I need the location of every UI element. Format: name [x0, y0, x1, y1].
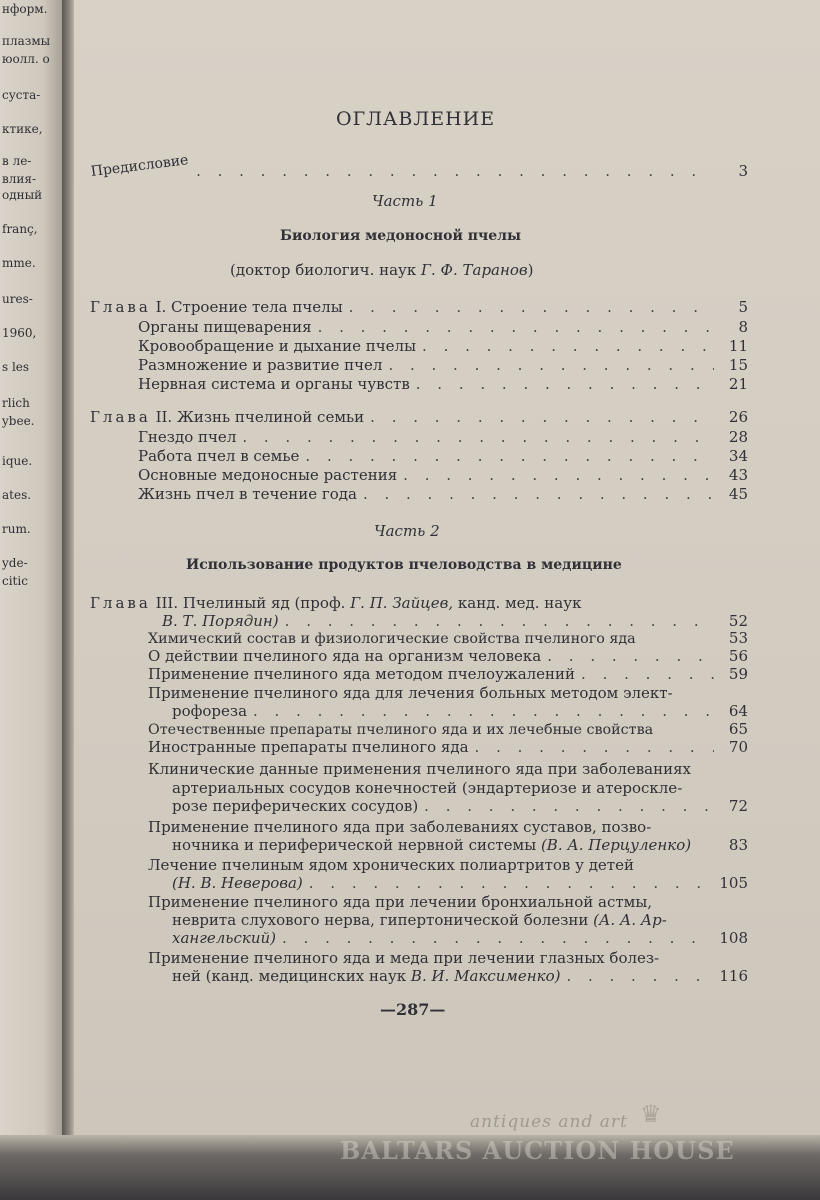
- left-text-fragment: rlich: [2, 396, 30, 410]
- author-suffix: ): [527, 261, 534, 279]
- page-number: 43: [728, 466, 748, 484]
- leader-dots: [566, 967, 713, 985]
- page-number: 26: [728, 408, 748, 426]
- toc-label: неврита слухового нерва, гипертонической болезни: [172, 911, 589, 929]
- toc-row-text: артериальных сосудов конечностей (эндартериозе и атероскле-: [172, 779, 683, 797]
- part-1-author: [230, 261, 534, 279]
- left-text-fragment: суста-: [2, 88, 41, 102]
- author-name: В. И. Максименко): [410, 967, 561, 985]
- toc-label: Применение пчелиного яда методом пчелоужалений: [148, 665, 576, 683]
- part-1-label: Часть 1: [372, 192, 438, 210]
- toc-row: [148, 738, 748, 756]
- leader-dots: [196, 162, 714, 180]
- page-number: 65: [728, 720, 748, 738]
- page-number: 83: [728, 836, 748, 854]
- left-text-fragment: в ле-: [2, 154, 32, 168]
- toc-label: Кровообращение и дыхание пчелы: [138, 337, 417, 355]
- leader-dots: [363, 485, 714, 503]
- author-name: (А. А. Ар-: [593, 911, 667, 929]
- toc-row: [172, 967, 748, 985]
- toc-label: Жизнь пчел в течение года: [138, 485, 357, 503]
- toc-label: рофореза: [172, 702, 248, 720]
- left-text-fragment: юолл. о: [2, 52, 50, 66]
- author-name: Г. Ф. Таранов: [421, 261, 528, 279]
- leader-dots: [547, 647, 714, 665]
- part-1-title: Биология медоносной пчелы: [280, 228, 522, 244]
- chapter-prefix: Глава: [90, 408, 151, 426]
- toc-row-text: Применение пчелиного яда при заболеваниях суставов, позво-: [148, 818, 652, 836]
- author-name: хангельский): [172, 929, 276, 947]
- toc-row-chapter-3: [162, 612, 748, 630]
- leader-dots: [403, 466, 714, 484]
- toc-row: [138, 447, 748, 465]
- author-name: (Н. В. Неверова): [172, 874, 303, 892]
- toc-row: [148, 647, 748, 665]
- left-page-edge: [0, 0, 62, 1200]
- author-name: В. Т. Порядин): [162, 612, 279, 630]
- toc-label: О действии пчелиного яда на организм человека: [148, 647, 542, 665]
- page-number: 72: [728, 797, 748, 815]
- page-number: 53: [728, 629, 748, 647]
- toc-label: Гнездо пчел: [138, 428, 237, 446]
- leader-dots: [388, 356, 714, 374]
- toc-label: Иностранные препараты пчелиного яда: [148, 738, 469, 756]
- leader-dots: [581, 665, 714, 683]
- toc-label: Основные медоносные растения: [138, 466, 398, 484]
- page-number: 11: [728, 337, 748, 355]
- toc-row: [138, 375, 748, 393]
- leader-dots: [422, 337, 714, 355]
- leader-dots: [309, 874, 714, 892]
- left-text-fragment: citic: [2, 574, 28, 588]
- toc-label: ночника и периферической нервной системы: [172, 836, 537, 854]
- leader-dots: [424, 797, 714, 815]
- toc-row-text: Клинические данные применения пчелиного яда при заболеваниях: [148, 760, 692, 778]
- leader-dots: [416, 375, 714, 393]
- toc-row-text: Применение пчелиного яда и меда при лечении глазных болез-: [148, 949, 660, 967]
- book-spine: [62, 0, 74, 1200]
- toc-label: Отечественные препараты пчелиного яда и их лечебные свойства: [148, 722, 654, 738]
- left-text-fragment: franç,: [2, 222, 38, 236]
- toc-page: [74, 0, 820, 1135]
- toc-row-text: [172, 911, 667, 929]
- toc-row: [172, 929, 748, 947]
- page-number: 52: [728, 612, 748, 630]
- left-text-fragment: 1960,: [2, 326, 37, 340]
- chapter-3-heading: [90, 594, 581, 612]
- left-text-fragment: нформ.: [2, 2, 48, 16]
- leader-dots: [370, 408, 714, 426]
- author-name: (В. А. Перцуленко): [540, 836, 692, 854]
- leader-dots: [318, 318, 714, 336]
- toc-row: [138, 337, 748, 355]
- page-number: 70: [728, 738, 748, 756]
- page-number: 21: [728, 375, 748, 393]
- page-number: 64: [728, 702, 748, 720]
- leader-dots: [349, 298, 714, 316]
- left-text-fragment: mme.: [2, 256, 36, 270]
- toc-row-text: Применение пчелиного яда для лечения больных методом элект-: [148, 684, 673, 702]
- toc-label: Органы пищеварения: [138, 318, 312, 336]
- toc-label: ней (канд. медицинских наук: [172, 967, 407, 985]
- page-footer-number: —287—: [380, 1000, 446, 1019]
- toc-row: [138, 466, 748, 484]
- toc-row: [172, 836, 748, 854]
- toc-row: [138, 356, 748, 374]
- toc-row: [138, 318, 748, 336]
- page-number: 8: [738, 318, 748, 336]
- toc-row-preface: [89, 152, 748, 181]
- chapter-3-title-cont: канд. мед. наук: [457, 594, 582, 612]
- toc-row: [172, 702, 748, 720]
- toc-label: Предисловие: [89, 152, 190, 181]
- page-number: 56: [728, 647, 748, 665]
- chapter-prefix: Глава: [90, 298, 151, 316]
- toc-row: [172, 874, 748, 892]
- toc-row: [138, 485, 748, 503]
- chapter-3-title: III. Пчелиный яд (проф.: [155, 594, 346, 612]
- toc-row-text: Применение пчелиного яда при лечении бронхиальной астмы,: [148, 893, 653, 911]
- left-text-fragment: ures-: [2, 292, 33, 306]
- toc-label: I. Строение тела пчелы: [155, 298, 343, 316]
- leader-dots: [285, 612, 714, 630]
- leader-dots: [305, 447, 714, 465]
- page-number: 45: [728, 485, 748, 503]
- toc-row-text: Лечение пчелиным ядом хронических полиартритов у детей: [148, 856, 634, 874]
- page-number: 5: [738, 298, 748, 316]
- left-text-fragment: ктике,: [2, 122, 43, 136]
- toc-row: [148, 665, 748, 683]
- toc-row: [172, 797, 748, 815]
- page-number: 15: [728, 356, 748, 374]
- leader-dots: [242, 428, 714, 446]
- toc-label: розе периферических сосудов): [172, 797, 419, 815]
- page-number: 105: [719, 874, 748, 892]
- left-text-fragment: yde-: [2, 556, 28, 570]
- watermark-brand: BALTARS AUCTION HOUSE: [340, 1136, 735, 1165]
- author-name: Г. П. Зайцев,: [350, 594, 454, 612]
- toc-label: II. Жизнь пчелиной семьи: [155, 408, 365, 426]
- page-title: ОГЛАВЛЕНИЕ: [336, 108, 496, 130]
- toc-label: Нервная система и органы чувств: [138, 375, 410, 393]
- page-number: 59: [728, 665, 748, 683]
- page-number: 3: [738, 162, 748, 180]
- left-text-fragment: одный: [2, 188, 43, 202]
- left-text-fragment: плазмы: [2, 34, 51, 48]
- left-text-fragment: s les: [2, 360, 30, 374]
- left-text-fragment: влия-: [2, 172, 37, 186]
- part-2-label: Часть 2: [374, 522, 440, 540]
- crown-icon: ♛: [640, 1100, 662, 1128]
- left-text-fragment: rum.: [2, 522, 31, 536]
- leader-dots: [282, 929, 713, 947]
- left-text-fragment: ique.: [2, 454, 33, 468]
- page-number: 116: [719, 967, 748, 985]
- chapter-prefix: Глава: [90, 594, 151, 612]
- toc-row: [148, 629, 748, 648]
- watermark-text: antiques and art: [470, 1112, 628, 1132]
- leader-dots: [253, 702, 714, 720]
- page-number: 108: [719, 929, 748, 947]
- left-text-fragment: ybee.: [2, 414, 35, 428]
- toc-label: Работа пчел в семье: [138, 447, 300, 465]
- toc-row: [138, 428, 748, 446]
- toc-row: [148, 720, 748, 739]
- left-text-fragment: ates.: [2, 488, 32, 502]
- toc-label: Химический состав и физиологические свойства пчелиного яда: [148, 631, 636, 647]
- part-2-title: Использование продуктов пчеловодства в медицине: [186, 557, 622, 573]
- page-number: 34: [728, 447, 748, 465]
- author-prefix: (доктор биологич. наук: [230, 261, 417, 279]
- toc-row-chapter-1: [90, 298, 748, 316]
- toc-row-chapter-2: [90, 408, 748, 426]
- toc-label: Размножение и развитие пчел: [138, 356, 383, 374]
- page-number: 28: [728, 428, 748, 446]
- leader-dots: [475, 738, 714, 756]
